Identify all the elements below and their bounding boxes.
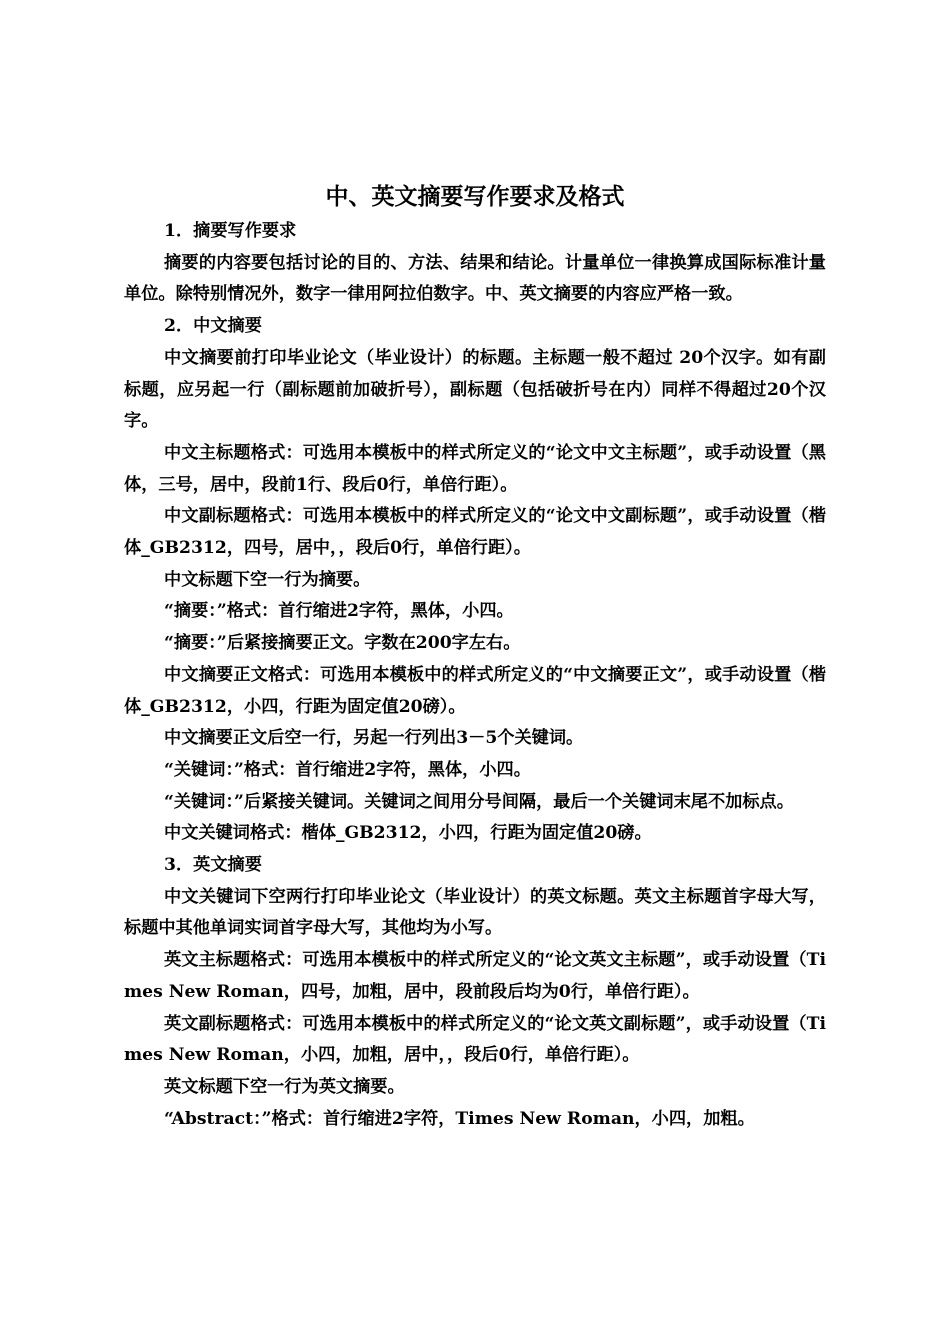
paragraph: 摘要的内容要包括讨论的目的、方法、结果和结论。计量单位一律换算成国际标准计量单位。除特别情况外，数字一律用阿拉伯数字。中、英文摘要的内容应严格一致。 [124,252,826,305]
paragraph: “关键词：”格式：首行缩进2字符，黑体，小四。 [164,759,531,780]
section-heading-1: 1．摘要写作要求 [164,221,297,241]
paragraph: “关键词：”后紧接关键词。关键词之间用分号间隔，最后一个关键词末尾不加标点。 [164,791,794,812]
paragraph: 中文标题下空一行为摘要。 [164,569,371,590]
paragraph: “摘要：”后紧接摘要正文。字数在200字左右。 [164,633,521,654]
paragraph: 中文摘要正文后空一行，另起一行列出3－5个关键词。 [164,728,584,749]
paragraph: 英文标题下空一行为英文摘要。 [164,1076,405,1097]
paragraph: 英文主标题格式：可选用本模板中的样式所定义的“论文英文主标题”，或手动设置（Times New Roman，四号，加粗，居中，段前段后均为0行，单倍行距）。 [124,950,826,1002]
paragraph: 中文关键词格式：楷体_GB2312，小四，行距为固定值20磅。 [164,823,652,844]
paragraph: “摘要：”格式：首行缩进2字符，黑体，小四。 [164,601,514,622]
paragraph: 英文副标题格式：可选用本模板中的样式所定义的“论文英文副标题”，或手动设置（Times New Roman，小四，加粗，居中，，段后0行，单倍行距）。 [124,1013,826,1066]
paragraph: 中文主标题格式：可选用本模板中的样式所定义的“论文中文主标题”，或手动设置（黑体，三号，居中，段前1行、段后0行，单倍行距）。 [124,442,826,495]
paragraph: 中文摘要正文格式：可选用本模板中的样式所定义的“中文摘要正文”，或手动设置（楷体_GB2312，小四，行距为固定值20磅）。 [124,664,826,717]
document-title: 中、英文摘要写作要求及格式 [325,183,625,210]
document-page [124,178,826,1135]
paragraph: 中文摘要前打印毕业论文（毕业设计）的标题。主标题一般不超过 20个汉字。如有副标题，应另起一行（副标题前加破折号），副标题（包括破折号在内）同样不得超过20个汉字。 [124,347,826,432]
paragraph: 中文关键词下空两行打印毕业论文（毕业设计）的英文标题。英文主标题首字母大写，标题中其他单词实词首字母大写，其他均为小写。 [124,886,826,939]
section-heading-3: 3．英文摘要 [164,855,262,876]
paragraph: “Abstract：”格式：首行缩进2字符，Times New Roman，小四，加粗。 [164,1108,755,1129]
paragraph: 中文副标题格式：可选用本模板中的样式所定义的“论文中文副标题”，或手动设置（楷体_GB2312，四号，居中，，段后0行，单倍行距）。 [124,506,826,559]
section-heading-2: 2．中文摘要 [164,316,262,337]
